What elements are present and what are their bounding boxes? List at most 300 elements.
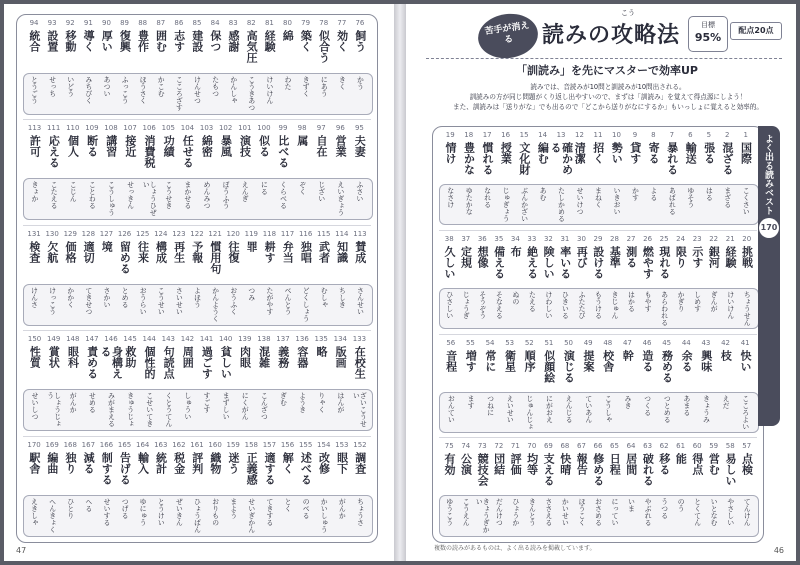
question-item (500, 339, 520, 435)
question-kanji: 境 (100, 240, 114, 252)
question-number: 113 (353, 229, 367, 238)
question-number: 138 (257, 335, 271, 344)
answer-reading: ふたたび (577, 290, 586, 319)
answer-reading: ゆうこう (445, 498, 454, 527)
question-item (82, 124, 101, 221)
question-number: 57 (742, 442, 752, 451)
question-item (618, 339, 638, 435)
answer-reading: はかる (627, 290, 636, 312)
question-kanji: 講習 (104, 135, 118, 158)
question-kanji: 制する (100, 451, 114, 485)
question-number: 29 (593, 234, 603, 243)
question-number: 49 (583, 338, 593, 347)
question-item (315, 19, 333, 116)
answer-reading: かんようく (211, 286, 220, 322)
question-item (590, 235, 607, 331)
question-kanji: 均等 (525, 453, 539, 476)
answer-reading: めんみつ (203, 181, 212, 210)
answer-reading: きずく (302, 75, 311, 97)
question-item (681, 131, 699, 227)
question-kanji: 絶える (525, 245, 539, 279)
question-item (524, 442, 541, 538)
intro-line: 訓読みの方が同じ問題がくり返し出やすいので、まずは「訓読み」を覚えて得点源にしよう！ (469, 93, 747, 102)
question-number: 167 (81, 440, 96, 449)
question-kanji: 基準 (608, 245, 622, 268)
answer-reading: のう (677, 498, 686, 513)
question-kanji: 接近 (123, 135, 137, 158)
question-item (116, 19, 134, 116)
question-item (735, 339, 755, 435)
question-item (260, 230, 278, 327)
question-number: 150 (27, 335, 42, 344)
answer-reading: いま (627, 498, 636, 513)
question-item (178, 124, 197, 221)
question-kanji: 設置 (45, 30, 59, 52)
answer-reading: あばれる (668, 187, 677, 216)
question-kanji: 提案 (581, 349, 595, 372)
question-number: 65 (610, 442, 619, 451)
question-number: 47 (622, 338, 632, 347)
question-number: 111 (46, 124, 61, 133)
target-box (688, 16, 728, 52)
answer-reading: えきしゃ (30, 497, 39, 526)
answer-reading: ほうさく (139, 75, 148, 104)
question-number: 58 (725, 442, 735, 451)
title-ruby: こう (621, 9, 635, 17)
answer-reading: くらべる (279, 181, 288, 210)
question-item (134, 441, 152, 538)
question-kanji: 経験 (263, 30, 277, 52)
answer-reading: にくがん (241, 392, 250, 421)
question-item (152, 441, 170, 538)
answer-reading: えんじる (565, 394, 574, 423)
question-number: 102 (218, 124, 233, 133)
question-kanji: 似る (257, 135, 271, 158)
question-number: 14 (538, 131, 548, 139)
question-item (458, 442, 475, 538)
question-kanji: 暴れる (665, 142, 679, 175)
question-number: 62 (659, 442, 669, 451)
question-kanji: 営む (707, 453, 721, 476)
question-kanji: 順序 (523, 349, 537, 372)
question-number: 122 (190, 229, 204, 238)
question-kanji: 囲む (154, 30, 168, 52)
question-item (206, 230, 224, 327)
question-item (140, 335, 159, 432)
question-number: 69 (543, 442, 553, 451)
answer-reading: がんか (69, 392, 78, 414)
answer-reading: きょか (31, 181, 40, 203)
answer-reading: あらわれる (660, 290, 669, 326)
question-item (79, 441, 97, 538)
question-item (260, 441, 278, 538)
question-band (433, 127, 763, 231)
side-tab (758, 126, 780, 426)
question-kanji: 夫妻 (353, 135, 367, 158)
question-kanji: 演技 (238, 135, 252, 158)
question-number: 48 (603, 338, 613, 347)
answer-reading: しょうじょう (46, 392, 62, 428)
question-number: 103 (199, 124, 214, 133)
question-item (152, 19, 170, 116)
answer-reading: へんきょく (48, 497, 57, 533)
left-page (4, 4, 394, 561)
question-number: 143 (161, 335, 175, 344)
question-kanji: 情け (444, 142, 458, 164)
answer-reading: かいしゅう (320, 497, 329, 533)
question-item (737, 131, 755, 227)
answer-reading: きょうみ (702, 394, 711, 423)
question-number: 38 (444, 234, 454, 243)
answer-reading: わた (284, 75, 293, 90)
question-kanji: 適する (263, 451, 277, 485)
answer-reading: みちびく (84, 75, 93, 104)
question-item (351, 19, 369, 116)
answer-reading: てんけん (743, 498, 752, 527)
question-item (97, 230, 115, 327)
question-item (573, 235, 590, 331)
answer-reading: せめる (88, 392, 97, 414)
question-number: 169 (45, 440, 59, 449)
question-number: 152 (353, 440, 367, 449)
question-kanji: 燃やす (641, 245, 655, 279)
question-number: 84 (210, 19, 220, 27)
question-kanji: 許可 (28, 135, 42, 158)
question-number: 90 (101, 19, 111, 27)
question-kanji: 団結 (492, 453, 506, 476)
question-item (491, 442, 508, 538)
right-page-number: 46 (773, 546, 784, 555)
answer-reading: じょうぎ (462, 290, 471, 319)
question-item (97, 19, 115, 116)
question-kanji: 在校生 (353, 346, 367, 380)
question-number: 54 (485, 338, 495, 347)
question-number: 75 (444, 442, 454, 451)
question-number: 97 (316, 124, 326, 133)
question-item (188, 230, 206, 327)
answer-reading: さかい (102, 286, 111, 308)
question-kanji: 枝 (719, 349, 733, 361)
question-number: 20 (742, 234, 752, 243)
question-kanji: 過ごす (200, 346, 214, 380)
question-kanji: 往来 (136, 240, 150, 263)
question-item (170, 441, 188, 538)
question-number: 73 (477, 442, 487, 451)
answer-reading: たもつ (211, 75, 220, 97)
question-item (496, 131, 514, 227)
question-kanji: 賛成 (353, 240, 367, 263)
question-kanji: 暴風 (219, 135, 233, 158)
question-item (331, 335, 350, 432)
question-item (657, 339, 677, 435)
answer-reading: ゆたかな (465, 187, 474, 216)
answer-reading: せいぎかん (247, 497, 256, 533)
answer-reading: ひとり (66, 497, 75, 519)
question-number: 93 (47, 19, 57, 27)
question-item (474, 442, 491, 538)
answer-reading: ぼうふう (222, 181, 231, 210)
question-number: 154 (317, 440, 331, 449)
question-number: 127 (99, 229, 114, 238)
answer-reading: かう (356, 75, 365, 90)
question-kanji: 知識 (335, 240, 349, 263)
question-item (188, 19, 206, 116)
question-number: 51 (544, 338, 554, 347)
question-kanji: 輸送 (684, 142, 698, 164)
question-number: 13 (556, 131, 566, 139)
question-item (540, 442, 557, 538)
question-number: 46 (642, 338, 652, 347)
answer-reading: おうらい (139, 286, 148, 315)
question-number: 166 (99, 440, 114, 449)
question-kanji: 想像 (476, 245, 490, 268)
question-kanji: 快い (738, 349, 752, 372)
answer-reading: そうぞう (478, 290, 487, 319)
intro-text (436, 82, 780, 113)
question-kanji: 修める (591, 453, 605, 487)
answer-reading: きく (338, 75, 347, 90)
question-number: 101 (238, 124, 252, 133)
question-number: 32 (543, 234, 553, 243)
answer-reading: こうせい (157, 286, 166, 315)
question-number: 50 (564, 338, 574, 347)
question-number: 26 (643, 234, 653, 243)
left-question-frame (16, 14, 378, 543)
question-kanji: 解く (281, 451, 295, 474)
answer-reading: ぶんかざい (520, 187, 529, 223)
question-number: 35 (494, 234, 504, 243)
answer-reading: ふさい (355, 181, 364, 203)
question-item (61, 19, 79, 116)
question-kanji: 欠航 (45, 240, 59, 263)
question-number: 21 (725, 234, 735, 243)
question-kanji: 断る (85, 135, 99, 158)
answer-reading: しょうひぜい (142, 181, 158, 217)
question-item (101, 124, 120, 221)
question-kanji: 保つ (208, 30, 222, 52)
answer-reading: ます (466, 394, 475, 409)
answer-reading: けわしい (544, 290, 553, 319)
question-item (312, 124, 331, 221)
question-kanji: 建設 (190, 30, 204, 52)
question-number: 170 (27, 440, 41, 449)
question-item (98, 335, 124, 432)
question-item (25, 335, 44, 432)
question-kanji: 評価 (509, 453, 523, 476)
question-number: 142 (180, 335, 195, 344)
answer-reading: ようき (298, 392, 307, 414)
question-number: 168 (63, 440, 77, 449)
answer-reading: はる (705, 187, 714, 202)
answer-reading: まかせる (183, 181, 192, 210)
question-number: 6 (688, 131, 693, 139)
question-item (297, 19, 315, 116)
question-item (152, 230, 170, 327)
question-item (333, 230, 351, 327)
question-number: 87 (156, 19, 166, 27)
question-number: 137 (276, 335, 290, 344)
question-item (705, 442, 722, 538)
question-number: 31 (560, 234, 570, 243)
question-number: 161 (190, 440, 204, 449)
question-kanji: 勢い (610, 142, 624, 164)
question-item (578, 339, 598, 435)
answer-reading: どくしょう (302, 286, 311, 322)
question-item (235, 335, 254, 432)
question-number: 155 (298, 440, 313, 449)
answer-reading: こころざす (175, 75, 184, 111)
question-item (607, 131, 625, 227)
question-kanji: 備える (492, 245, 506, 279)
question-kanji: 容器 (295, 346, 309, 369)
question-item (639, 235, 656, 331)
question-number: 66 (593, 442, 603, 451)
question-item (242, 230, 260, 327)
question-item (293, 124, 312, 221)
question-kanji: 豊作 (136, 30, 150, 52)
question-item (677, 339, 697, 435)
question-item (722, 442, 739, 538)
question-kanji: 似顔絵 (542, 349, 556, 383)
question-item (224, 230, 242, 327)
question-kanji: 弁当 (281, 240, 295, 263)
question-item (63, 335, 82, 432)
question-item (570, 131, 588, 227)
question-number: 159 (226, 440, 240, 449)
question-kanji: 告げる (118, 451, 132, 485)
question-band (17, 15, 377, 120)
question-item (216, 124, 235, 221)
question-number: 116 (298, 229, 313, 238)
question-kanji: 混ざる (721, 142, 735, 175)
question-number: 145 (123, 335, 137, 344)
answer-reading: つくる (643, 394, 652, 416)
question-number: 149 (46, 335, 61, 344)
question-number: 86 (174, 19, 184, 27)
question-number: 120 (226, 229, 240, 238)
answer-reading: つねに (486, 394, 495, 416)
question-item (140, 124, 159, 221)
question-kanji: 個人 (66, 135, 80, 158)
question-kanji: 消費税 (142, 135, 156, 169)
answer-reading: にがおえ (545, 394, 554, 423)
answer-reading: とめる (121, 286, 130, 308)
question-number: 118 (262, 229, 277, 238)
question-number: 18 (464, 131, 474, 139)
question-number: 131 (27, 229, 41, 238)
question-kanji: 居間 (624, 453, 638, 476)
page-title: 読みの攻略法 (542, 23, 681, 48)
answer-reading: みがまえる (107, 392, 116, 428)
question-item (441, 442, 458, 538)
question-item (61, 230, 79, 327)
question-kanji: 豊かな (462, 142, 476, 175)
answer-reading: こうしゃ (604, 394, 613, 423)
question-kanji: 余る (680, 349, 694, 372)
question-number: 2 (725, 131, 730, 139)
answer-reading: えだ (722, 394, 731, 409)
question-item (549, 131, 574, 227)
question-kanji: 功績 (162, 135, 176, 158)
question-number: 85 (192, 19, 202, 27)
question-number: 164 (135, 440, 150, 449)
question-number: 99 (278, 124, 288, 133)
question-item (116, 441, 134, 538)
answer-reading: はんが (336, 392, 345, 414)
question-item (224, 441, 242, 538)
question-number: 148 (66, 335, 80, 344)
question-band (17, 437, 377, 542)
question-number: 141 (199, 335, 214, 344)
question-kanji: 略 (314, 346, 328, 358)
answer-reading: さいせい (175, 286, 184, 315)
question-number: 82 (246, 19, 256, 27)
question-item (350, 124, 369, 221)
answer-reading: しゅうい (183, 392, 192, 421)
question-kanji: 織物 (208, 451, 222, 474)
question-kanji: 銀河 (707, 245, 721, 268)
answer-reading: そなえる (495, 290, 504, 319)
question-number: 60 (692, 442, 702, 451)
question-number: 106 (142, 124, 156, 133)
question-kanji: 経験 (723, 245, 737, 268)
question-number: 91 (83, 19, 93, 27)
question-item (598, 339, 618, 435)
answer-reading: ひょうばん (193, 497, 202, 533)
question-number: 25 (659, 234, 669, 243)
answer-reading: ちしき (338, 286, 347, 308)
question-item (297, 441, 315, 538)
answer-reading: とくてん (693, 498, 702, 527)
question-kanji: 慣用句 (208, 240, 222, 274)
question-number: 158 (244, 440, 258, 449)
question-item (718, 131, 736, 227)
question-kanji: 武者 (317, 240, 331, 263)
question-item (573, 442, 590, 538)
question-number: 22 (709, 234, 719, 243)
question-item (478, 131, 496, 227)
question-kanji: 招く (591, 142, 605, 164)
question-number: 63 (643, 442, 653, 451)
question-kanji: 再び (575, 245, 589, 268)
answer-reading: にる (260, 181, 269, 196)
question-number: 153 (335, 440, 349, 449)
question-item (696, 339, 716, 435)
answer-reading: こころよい (741, 394, 750, 430)
question-item (663, 131, 681, 227)
question-kanji: 導く (82, 30, 96, 52)
question-kanji: 厚い (100, 30, 114, 52)
answer-reading: もやす (644, 290, 653, 312)
answer-reading: もうける (594, 290, 603, 319)
question-kanji: 有効 (443, 453, 457, 476)
answer-reading: かす (631, 187, 640, 202)
question-kanji: 綿 (281, 30, 295, 41)
question-kanji: 公演 (459, 453, 473, 476)
answer-reading: つげる (121, 497, 130, 519)
question-item (458, 235, 475, 331)
answer-reading: ぜいきん (175, 497, 184, 526)
question-kanji: 久しい (443, 245, 457, 279)
question-item (474, 235, 491, 331)
right-page (406, 4, 796, 561)
answer-reading: がんか (338, 497, 347, 519)
question-item (540, 235, 557, 331)
question-kanji: 興味 (699, 349, 713, 372)
answer-reading: にってい (611, 498, 619, 527)
question-kanji: 再生 (172, 240, 186, 263)
answer-reading: おうふく (229, 286, 238, 315)
